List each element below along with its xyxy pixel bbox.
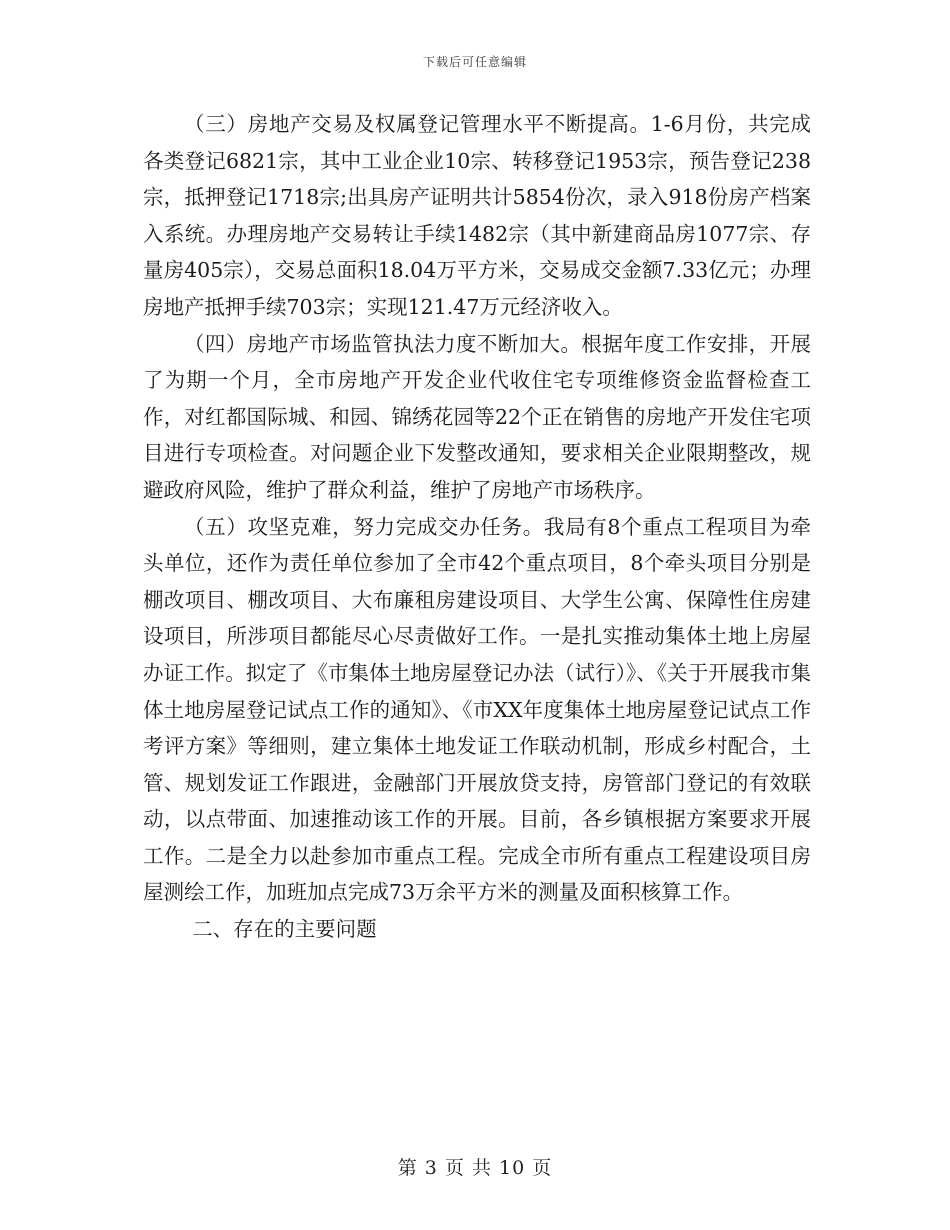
paragraph-market-supervision: （四）房地产市场监管执法力度不断加大。根据年度工作安排，开展了为期一个月，全市房地产开发企业代收住宅专项维修资金监督检查工作，对红都国际城、和园、锦绣花园等22个正在销售的房地产开发住宅项目进行专项检查。对问题企业下发整改通知，要求相关企业限期整改，规避政府风险，维护了群众利益，维护了房地产市场秩序。 — [143, 331, 811, 502]
document-body — [143, 106, 811, 948]
paragraph-key-projects: （五）攻坚克难，努力完成交办任务。我局有8个重点工程项目为牵头单位，还作为责任单位参加了全市42个重点项目，8个牵头项目分别是棚改项目、棚改项目、大布廉租房建设项目、大学生公寓、保障性住房建设项目，所涉项目都能尽心尽责做好工作。一是扎实推动集体土地上房屋办证工作。拟定了《市集体土地房屋登记办法（试行）》、《关于开展我市集体土地房屋登记试点工作的通知》、《市XX年度集体土地房屋登记试点工作考评方案》等细则，建立集体土地发证工作联动机制，形成乡村配合，土管、规划发证工作跟进，金融部门开展放贷支持，房管部门登记的有效联动，以点带面、加速推动该工作的开展。目前，各乡镇根据方案要求开展工作。二是全力以赴参加市重点工程。完成全市所有重点工程建设项目房屋测绘工作，加班加点完成73万余平方米的测量及面积核算工作。 — [143, 514, 811, 905]
paragraph-registration: （三）房地产交易及权属登记管理水平不断提高。1-6月份，共完成各类登记6821宗，其中工业企业10宗、转移登记1953宗，预告登记238宗，抵押登记1718宗;出具房产证明共计5854份次，录入918份房产档案入系统。办理房地产交易转让手续1482宗（其中新建商品房1077宗、存量房405宗），交易总面积18.04万平方米，交易成交金额7.33亿元；办理房地产抵押手续703宗；实现121.47万元经济收入。 — [143, 112, 811, 319]
page-number: 第 3 页 共 10 页 — [397, 1157, 553, 1179]
section-heading: 二、存在的主要问题 — [192, 917, 377, 942]
header-note: 下载后可任意编辑 — [422, 55, 527, 69]
